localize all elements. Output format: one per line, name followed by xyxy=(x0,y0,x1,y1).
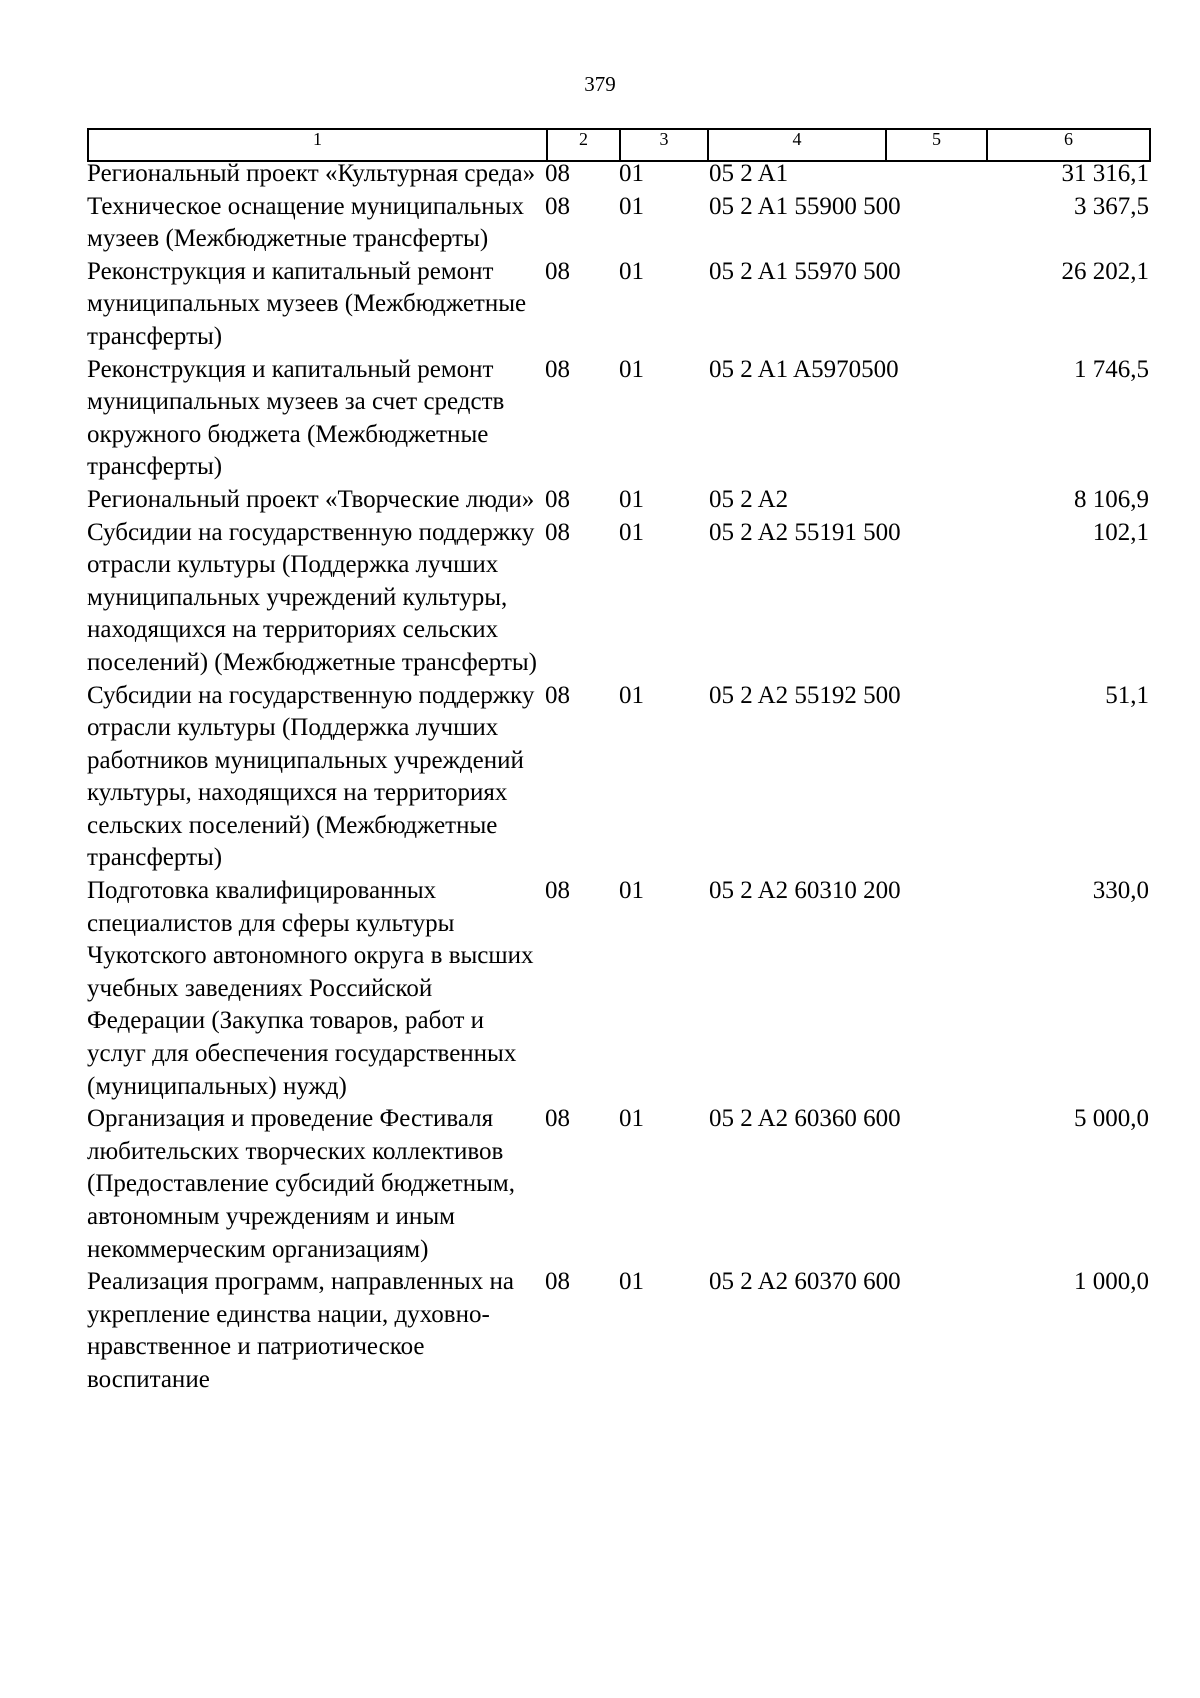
table-row xyxy=(87,354,1149,484)
row-amount: 26 202,1 xyxy=(1061,257,1149,285)
row-amount: 8 106,9 xyxy=(1074,485,1149,513)
column-header-4: 4 xyxy=(708,129,886,161)
row-amount: 3 367,5 xyxy=(1074,192,1149,220)
row-subsection-code: 01 xyxy=(619,257,644,285)
row-subsection-code: 01 xyxy=(619,192,644,220)
column-header-3: 3 xyxy=(620,129,708,161)
row-description: Субсидии на государственную поддержку отрасли культуры (Поддержка лучших работников муниципальных учреждений культуры, находящихся на территориях сельских поселений) (Межбюджетные трансферты) xyxy=(87,681,535,872)
row-subsection-code: 01 xyxy=(619,355,644,383)
column-header-table xyxy=(87,128,1151,162)
row-target-code: 05 2 A2 60360 600 xyxy=(709,1105,901,1133)
row-description: Подготовка квалифицированных специалистов для сферы культуры Чукотского автономного округа в высших учебных заведениях Российской Федерации (Закупка товаров, работ и услуг для обеспечения государственных (муниципальных) нужд) xyxy=(87,877,534,1100)
row-description: Региональный проект «Творческие люди» xyxy=(87,485,535,513)
row-target-code: 05 2 A2 60310 200 xyxy=(709,877,901,905)
row-amount: 5 000,0 xyxy=(1074,1105,1149,1133)
row-amount: 31 316,1 xyxy=(1061,160,1149,187)
column-header-1: 1 xyxy=(88,129,547,161)
row-subsection-code: 01 xyxy=(619,1105,644,1133)
row-section-code: 08 xyxy=(545,485,570,513)
column-header-2: 2 xyxy=(547,129,620,161)
row-description: Техническое оснащение муниципальных музеев (Межбюджетные трансферты) xyxy=(87,192,524,253)
row-subsection-code: 01 xyxy=(619,518,644,546)
column-header-5: 5 xyxy=(886,129,987,161)
row-description: Организация и проведение Фестиваля любительских творческих коллективов (Предоставление субсидий бюджетным, автономным учреждениям и иным некоммерческим организациям) xyxy=(87,1105,515,1263)
row-description: Субсидии на государственную поддержку отрасли культуры (Поддержка лучших муниципальных учреждений культуры, находящихся на территориях сельских поселений) (Межбюджетные трансферты) xyxy=(87,518,537,676)
row-target-code: 05 2 A1 A5970500 xyxy=(709,355,899,383)
row-subsection-code: 01 xyxy=(619,160,644,187)
row-target-code: 05 2 A2 55192 500 xyxy=(709,681,901,709)
row-amount: 1 746,5 xyxy=(1074,355,1149,383)
column-header-6: 6 xyxy=(987,129,1150,161)
page-number: 379 xyxy=(584,72,616,96)
budget-table-body xyxy=(87,158,1149,1397)
row-section-code: 08 xyxy=(545,1105,570,1133)
table-row xyxy=(87,158,1149,191)
table-row xyxy=(87,256,1149,354)
row-amount: 102,1 xyxy=(1092,518,1149,546)
row-target-code: 05 2 A1 55900 500 xyxy=(709,192,901,220)
row-section-code: 08 xyxy=(545,192,570,220)
row-subsection-code: 01 xyxy=(619,877,644,905)
row-target-code: 05 2 A2 60370 600 xyxy=(709,1268,901,1296)
row-amount: 1 000,0 xyxy=(1074,1268,1149,1296)
row-subsection-code: 01 xyxy=(619,681,644,709)
row-target-code: 05 2 A1 xyxy=(709,160,789,187)
table-row xyxy=(87,875,1149,1103)
row-section-code: 08 xyxy=(545,681,570,709)
row-section-code: 08 xyxy=(545,1268,570,1296)
row-description: Реконструкция и капитальный ремонт муниципальных музеев за счет средств окружного бюджета (Межбюджетные трансферты) xyxy=(87,355,505,481)
row-section-code: 08 xyxy=(545,518,570,546)
table-row xyxy=(87,1266,1149,1396)
table-row xyxy=(87,191,1149,256)
row-section-code: 08 xyxy=(545,257,570,285)
row-amount: 51,1 xyxy=(1105,681,1149,709)
row-subsection-code: 01 xyxy=(619,1268,644,1296)
row-target-code: 05 2 A1 55970 500 xyxy=(709,257,901,285)
row-amount: 330,0 xyxy=(1092,877,1149,905)
row-section-code: 08 xyxy=(545,355,570,383)
table-row xyxy=(87,1103,1149,1266)
table-row xyxy=(87,517,1149,680)
row-section-code: 08 xyxy=(545,160,570,187)
row-description: Региональный проект «Культурная среда» xyxy=(87,160,536,187)
row-description: Реализация программ, направленных на укрепление единства нации, духовно-нравственное и патриотическое воспитание xyxy=(87,1268,514,1393)
table-row xyxy=(87,680,1149,876)
row-target-code: 05 2 A2 xyxy=(709,485,789,513)
table-row xyxy=(87,484,1149,517)
row-description: Реконструкция и капитальный ремонт муниципальных музеев (Межбюджетные трансферты) xyxy=(87,257,527,350)
row-subsection-code: 01 xyxy=(619,485,644,513)
row-target-code: 05 2 A2 55191 500 xyxy=(709,518,901,546)
row-section-code: 08 xyxy=(545,877,570,905)
